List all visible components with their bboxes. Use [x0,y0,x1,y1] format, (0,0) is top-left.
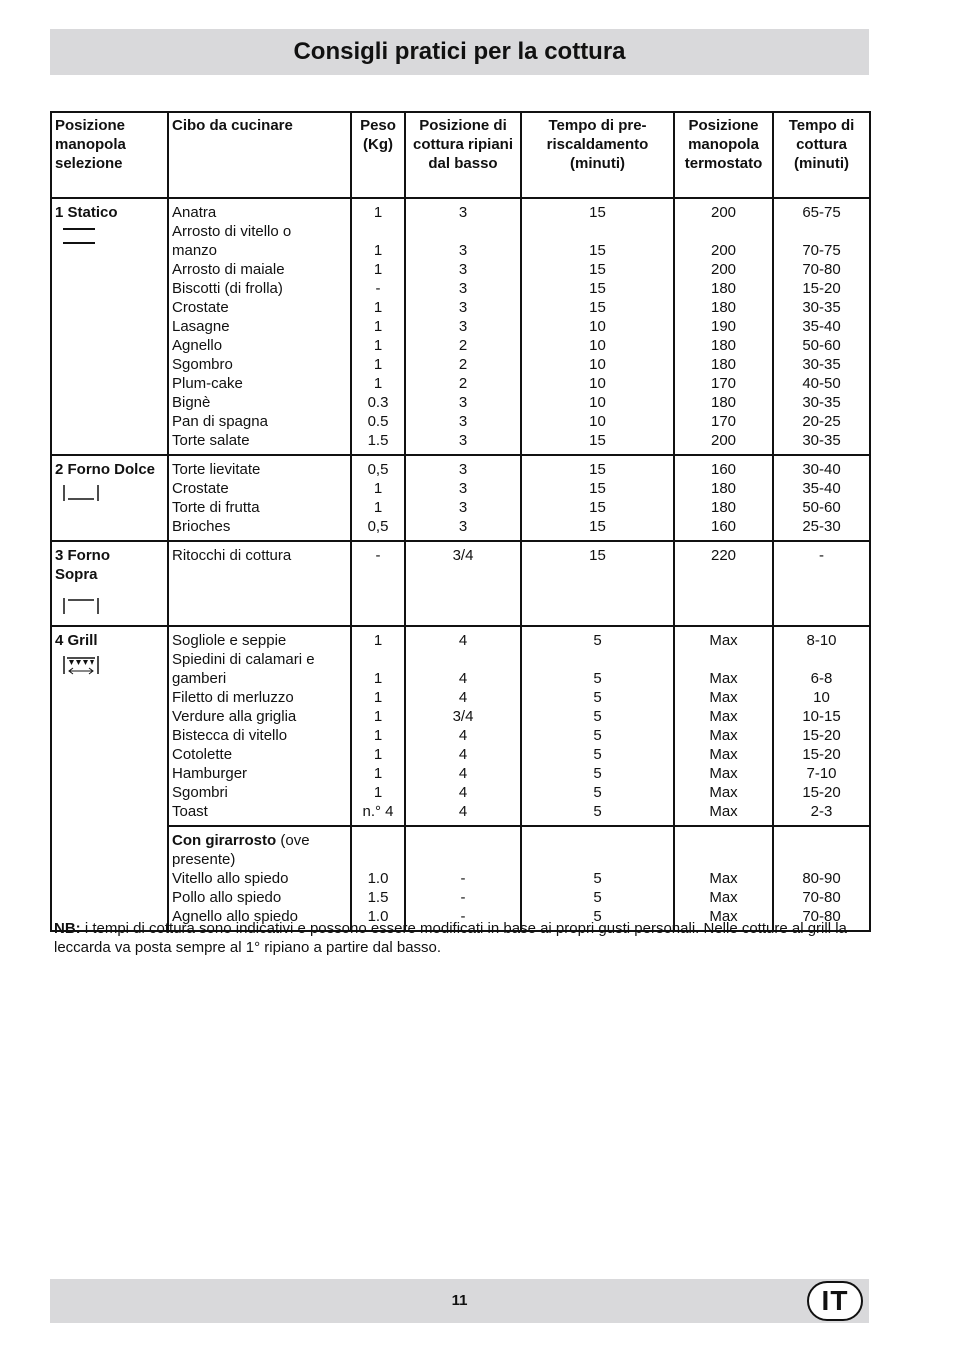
cook-time-value: 15-20 [802,727,841,744]
weight-value: 1 [373,670,383,687]
cooking-table [50,111,871,932]
weight-value: 1.5 [367,432,389,449]
food-name: Pan di spagna [172,413,268,430]
cook-time-value: 40-50 [802,375,841,392]
cook-time-value: 7-10 [806,765,837,782]
shelf-value-cell [405,626,521,826]
preheat-value: 15 [589,547,606,564]
shelf-value: 2 [458,356,468,373]
note-label: NB: [54,920,81,937]
cook-time-value: 8-10 [806,632,837,649]
weight-value: 1 [373,689,383,706]
note-text: i tempi di cottura sono indicativi e possono essere modificati in base ai propri gusti personali. Nelle cotture al grill la leccarda va posta sempre al 1° ripiano a partire dal basso. [54,920,847,956]
thermostat-value: Max [709,908,738,925]
thermostat-value: Max [709,727,738,744]
cook-time-value: 70-80 [802,889,841,906]
shelf-value: 3 [458,480,468,497]
mode-label: 1 Statico [55,204,118,221]
weight-value: 1 [373,261,383,278]
shelf-value: 3 [458,499,468,516]
cook-time-value-cell [773,198,870,455]
shelf-value: 3 [458,299,468,316]
thermostat-value: 190 [710,318,737,335]
table-row [51,626,870,826]
thermostat-value: Max [709,670,738,687]
mode-label: 2 Forno Dolce [55,461,156,478]
food-name: Torte lievitate [172,461,261,478]
weight-value: 1.0 [367,870,389,887]
weight-value: 1 [373,204,383,221]
mode-cell [51,626,168,931]
food-name: Toast [172,803,208,820]
spacer [678,831,769,850]
food-name: Spiedini di calamari e [172,651,315,668]
food-cell [168,826,351,931]
food-name: Arrosto di maiale [172,261,285,278]
footer-bar [50,1279,869,1323]
preheat-value: 5 [593,708,602,725]
food-name: Bignè [172,394,211,411]
shelf-value: 2 [458,337,468,354]
spacer [409,850,517,869]
cook-time-value: 15-20 [802,784,841,801]
title-bar [50,29,869,75]
food-name: manzo [172,242,218,259]
spacer [355,831,401,850]
cook-time-value-cell [773,455,870,541]
note [54,919,866,957]
top-heat-icon [61,596,164,621]
thermostat-value: Max [709,708,738,725]
preheat-value: 10 [589,356,606,373]
shelf-value: 3/4 [452,547,474,564]
thermostat-value: Max [709,632,738,649]
weight-value-cell [351,626,405,826]
spacer [525,850,670,869]
cook-time-value-cell [773,626,870,826]
thermostat-value-cell [674,541,773,626]
preheat-value: 15 [589,461,606,478]
weight-value: 1 [373,765,383,782]
header-shelf: Posizione di cottura ripiani dal basso [405,112,521,198]
food-name: Sgombro [172,356,233,373]
spacer [355,850,401,869]
spacer [678,222,769,241]
weight-value-cell [351,198,405,455]
weight-value: 1 [373,480,383,497]
weight-value-cell [351,455,405,541]
spacer [409,650,517,669]
food-cell [168,198,351,455]
preheat-value-cell [521,826,674,931]
food-name: Arrosto di vitello o [172,223,292,240]
weight-value: 1.0 [367,908,389,925]
preheat-value: 5 [593,689,602,706]
weight-value: 1 [373,242,383,259]
thermostat-value: 220 [710,547,737,564]
shelf-value: 2 [458,375,468,392]
thermostat-value: Max [709,784,738,801]
preheat-value: 10 [589,337,606,354]
mode-cell [51,541,168,626]
thermostat-value: 200 [710,242,737,259]
bottom-heat-icon [61,483,164,508]
preheat-value: 15 [589,299,606,316]
weight-value: 1 [373,356,383,373]
weight-value: 1 [373,632,383,649]
cook-time-value: 6-8 [810,670,833,687]
shelf-value: 4 [458,803,468,820]
shelf-value-cell [405,455,521,541]
shelf-value: - [460,889,466,906]
shelf-value: 3 [458,280,468,297]
cook-time-value: 70-80 [802,908,841,925]
food-cell [168,626,351,826]
weight-value: 1 [373,299,383,316]
preheat-value: 5 [593,908,602,925]
preheat-value: 15 [589,261,606,278]
food-cell [168,455,351,541]
header-mode: Posizione manopola selezione [51,112,168,198]
shelf-value-cell [405,198,521,455]
preheat-value: 10 [589,318,606,335]
mode-label: 3 Forno Sopra [55,547,110,583]
cook-time-value: - [819,547,824,564]
thermostat-value-cell [674,626,773,826]
spacer [525,831,670,850]
weight-value-cell [351,826,405,931]
preheat-value: 15 [589,499,606,516]
thermostat-value: 170 [710,413,737,430]
preheat-value: 5 [593,765,602,782]
shelf-value: 4 [458,670,468,687]
weight-value: 1 [373,375,383,392]
food-name: Sgombri [172,784,228,801]
preheat-value: 5 [593,746,602,763]
thermostat-value: 180 [710,499,737,516]
thermostat-value: Max [709,746,738,763]
rotisserie-heading [172,831,347,850]
preheat-value-cell [521,541,674,626]
language-badge: IT [807,1281,863,1321]
preheat-value: 5 [593,870,602,887]
weight-value: - [375,547,381,564]
preheat-value: 5 [593,803,602,820]
thermostat-value: Max [709,765,738,782]
food-name: Lasagne [172,318,230,335]
thermostat-value: 160 [710,461,737,478]
table-row [51,455,870,541]
weight-value: 1 [373,337,383,354]
cook-time-value: 50-60 [802,499,841,516]
preheat-value: 15 [589,518,606,535]
food-name: Agnello allo spiedo [172,908,298,925]
thermostat-value: 200 [710,432,737,449]
cook-time-value: 20-25 [802,413,841,430]
food-name: Verdure alla griglia [172,708,297,725]
food-name: Torte salate [172,432,250,449]
food-name: Crostate [172,480,229,497]
header-thermostat: Posizione manopola termostato [674,112,773,198]
food-name: Torte di frutta [172,499,260,516]
preheat-value: 5 [593,889,602,906]
weight-value: 1 [373,708,383,725]
cook-time-value: 30-40 [802,461,841,478]
header-preheat: Tempo di pre-riscaldamento (minuti) [521,112,674,198]
shelf-value: 3 [458,461,468,478]
spacer [777,222,866,241]
grill-icon [61,654,164,681]
spacer [777,650,866,669]
cook-time-value: 30-35 [802,356,841,373]
shelf-value: 4 [458,632,468,649]
shelf-value: 3 [458,318,468,335]
thermostat-value: 200 [710,204,737,221]
cook-time-value: 10-15 [802,708,841,725]
food-name: Bistecca di vitello [172,727,288,744]
shelf-value: 3 [458,261,468,278]
preheat-value: 5 [593,727,602,744]
cook-time-value-cell [773,826,870,931]
food-name: Crostate [172,299,229,316]
preheat-value-cell [521,455,674,541]
food-cell [168,541,351,626]
food-name: Plum-cake [172,375,243,392]
spacer [525,650,670,669]
thermostat-value: 200 [710,261,737,278]
weight-value: 0.5 [367,413,389,430]
weight-value: 1 [373,746,383,763]
cook-time-value: 30-35 [802,432,841,449]
thermostat-value: 180 [710,394,737,411]
preheat-value: 5 [593,784,602,801]
shelf-value: 3 [458,394,468,411]
cook-time-value: 50-60 [802,337,841,354]
thermostat-value: 180 [710,280,737,297]
preheat-value: 15 [589,280,606,297]
weight-value: 0.3 [367,394,389,411]
thermostat-value: Max [709,870,738,887]
weight-value: 0,5 [367,518,389,535]
thermostat-value: 180 [710,337,737,354]
shelf-value: 3 [458,432,468,449]
cook-time-value: 15-20 [802,746,841,763]
thermostat-value: Max [709,803,738,820]
food-name: Biscotti (di frolla) [172,280,283,297]
thermostat-value: 170 [710,375,737,392]
thermostat-value: 180 [710,299,737,316]
shelf-value-cell [405,541,521,626]
table-header-row [51,112,870,198]
preheat-value: 5 [593,632,602,649]
weight-value: 1 [373,499,383,516]
cook-time-value: 35-40 [802,480,841,497]
food-name: Brioches [172,518,231,535]
spacer [525,222,670,241]
static-mode-icon [61,226,164,251]
spacer [409,831,517,850]
food-name: Filetto di merluzzo [172,689,294,706]
thermostat-value: 160 [710,518,737,535]
shelf-value: 3 [458,204,468,221]
thermostat-value-cell [674,198,773,455]
shelf-value: 3 [458,242,468,259]
thermostat-value: 180 [710,356,737,373]
food-name: Anatra [172,204,217,221]
weight-value: 0,5 [367,461,389,478]
spacer [678,650,769,669]
shelf-value-cell [405,826,521,931]
cook-time-value: 70-75 [802,242,841,259]
thermostat-value-cell [674,455,773,541]
food-name: Vitello allo spiedo [172,870,289,887]
page-title: Consigli pratici per la cottura [293,38,626,65]
shelf-value: 4 [458,746,468,763]
header-food: Cibo da cucinare [168,112,351,198]
mode-cell [51,455,168,541]
thermostat-value: Max [709,889,738,906]
shelf-value: 4 [458,727,468,744]
cook-time-value: 10 [813,689,830,706]
preheat-value: 10 [589,413,606,430]
mode-label: 4 Grill [55,632,98,649]
rotisserie-heading-line2: presente) [172,851,236,868]
food-name: Agnello [172,337,223,354]
spacer [409,222,517,241]
weight-value: 1 [373,784,383,801]
weight-value: 1 [373,318,383,335]
preheat-value: 15 [589,242,606,259]
cook-time-value: 15-20 [802,280,841,297]
preheat-value: 15 [589,204,606,221]
weight-value: - [375,280,381,297]
food-name: Sogliole e seppie [172,632,287,649]
preheat-value: 10 [589,375,606,392]
cook-time-value: 2-3 [810,803,833,820]
table-row [51,198,870,455]
cook-time-value: 80-90 [802,870,841,887]
spacer [678,850,769,869]
shelf-value: 4 [458,689,468,706]
weight-value: 1.5 [367,889,389,906]
spacer [355,222,401,241]
preheat-value: 15 [589,432,606,449]
preheat-value-cell [521,626,674,826]
cook-time-value: 30-35 [802,299,841,316]
preheat-value: 10 [589,394,606,411]
table-row [51,541,870,626]
cook-time-value: 70-80 [802,261,841,278]
food-name: Hamburger [172,765,248,782]
header-weight: Peso (Kg) [351,112,405,198]
header-cook-time: Tempo di cottura (minuti) [773,112,870,198]
thermostat-value: Max [709,689,738,706]
mode-cell [51,198,168,455]
shelf-value: - [460,908,466,925]
shelf-value: 3 [458,518,468,535]
food-name: Pollo allo spiedo [172,889,282,906]
preheat-value: 5 [593,670,602,687]
cook-time-value: 25-30 [802,518,841,535]
cook-time-value: 35-40 [802,318,841,335]
food-name: gamberi [172,670,227,687]
preheat-value-cell [521,198,674,455]
table-row [51,826,870,931]
food-name: Cotolette [172,746,233,763]
shelf-value: 3/4 [452,708,474,725]
weight-value: 1 [373,727,383,744]
cook-time-value: 65-75 [802,204,841,221]
thermostat-value-cell [674,826,773,931]
cook-time-value-cell [773,541,870,626]
spacer [355,650,401,669]
shelf-value: 4 [458,765,468,782]
shelf-value: 3 [458,413,468,430]
page-number: 11 [451,1292,468,1309]
shelf-value: 4 [458,784,468,801]
shelf-value: - [460,870,466,887]
weight-value-cell [351,541,405,626]
rotisserie-heading-bold: Con girarrosto [172,832,277,849]
weight-value: n.° 4 [362,803,394,820]
spacer [777,850,866,869]
preheat-value: 15 [589,480,606,497]
thermostat-value: 180 [710,480,737,497]
spacer [777,831,866,850]
rotisserie-heading-rest: (ove [276,832,310,849]
food-name: Ritocchi di cottura [172,547,292,564]
cook-time-value: 30-35 [802,394,841,411]
